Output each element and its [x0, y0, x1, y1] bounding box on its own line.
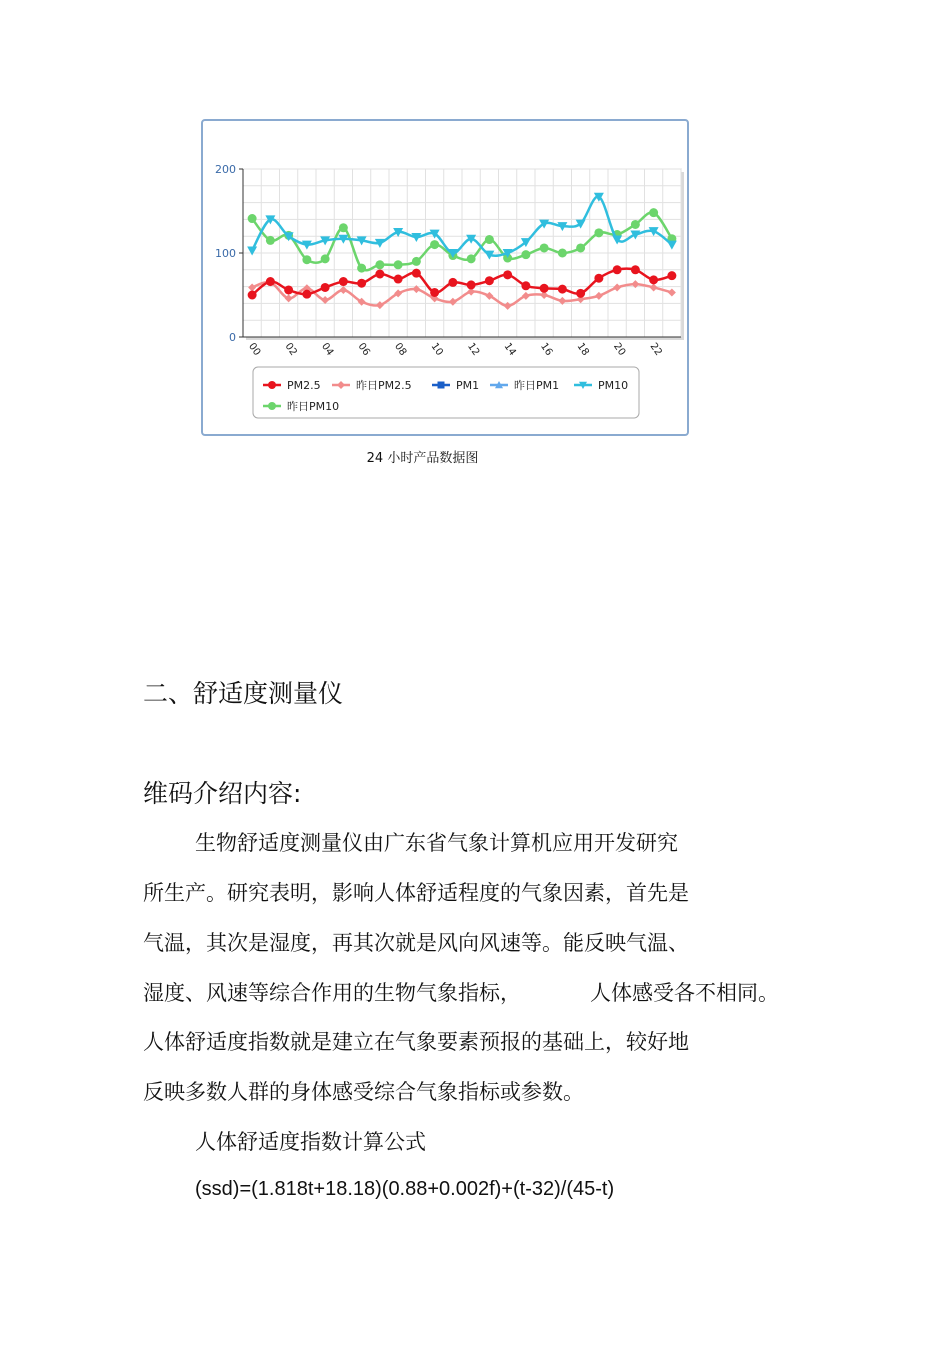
legend-label: PM2.5: [287, 379, 321, 392]
chart-frame: [201, 119, 689, 436]
data-point: [521, 281, 530, 290]
data-point: [339, 223, 348, 232]
data-point: [558, 285, 567, 294]
data-point: [394, 260, 403, 269]
chart-caption: 24 小时产品数据图: [366, 451, 479, 466]
data-point: [649, 275, 658, 284]
data-point: [302, 255, 311, 264]
x-tick-label: 16: [538, 341, 555, 358]
formula: (ssd)=(1.818t+18.18)(0.88+0.002f)+(t-32)/(45-t): [195, 1178, 615, 1200]
x-tick-label: 22: [647, 341, 664, 358]
paragraph-line: 生物舒适度测量仪由广东省气象计算机应用开发研究: [195, 831, 678, 855]
formula-heading: 人体舒适度指数计算公式: [195, 1130, 426, 1154]
legend-marker: [268, 402, 276, 410]
data-point: [321, 254, 330, 263]
legend-marker: [438, 382, 445, 389]
data-point: [266, 277, 275, 286]
x-tick-label: 18: [574, 341, 591, 358]
x-tick-label: 20: [611, 341, 628, 358]
data-point: [412, 269, 421, 278]
data-point: [284, 285, 293, 294]
data-point: [558, 249, 567, 258]
data-point: [649, 208, 658, 217]
data-point: [576, 289, 585, 298]
data-point: [667, 271, 676, 280]
legend-label: 昨日PM10: [287, 400, 340, 413]
legend-label: 昨日PM2.5: [356, 379, 412, 392]
x-tick-label: 14: [501, 341, 518, 358]
legend-label: PM10: [598, 379, 629, 392]
paragraph-line: 湿度、风速等综合作用的生物气象指标，: [143, 981, 521, 1005]
data-point: [631, 220, 640, 229]
x-tick-label: 04: [319, 341, 336, 358]
data-point: [375, 260, 384, 269]
data-point: [467, 254, 476, 263]
paragraph-line: 气温，其次是湿度，再其次就是风向风速等。能反映气温、: [143, 931, 689, 955]
data-point: [521, 250, 530, 259]
legend-label: 昨日PM1: [514, 379, 560, 392]
x-tick-label: 08: [392, 341, 409, 358]
x-tick-label: 10: [428, 341, 445, 358]
data-point: [448, 278, 457, 287]
data-point: [540, 284, 549, 293]
data-point: [248, 291, 257, 300]
data-point: [375, 270, 384, 279]
data-point: [594, 228, 603, 237]
data-point: [540, 243, 549, 252]
y-tick-label: 0: [229, 331, 236, 344]
x-tick-label: 06: [355, 341, 372, 358]
paragraph-line: 反映多数人群的身体感受综合气象指标或参数。: [143, 1080, 584, 1104]
legend-label: PM1: [456, 379, 480, 392]
data-point: [248, 214, 257, 223]
legend-marker: [268, 381, 276, 389]
data-point: [631, 265, 640, 274]
paragraph-line: 人体舒适度指数就是建立在气象要素预报的基础上，较好地: [143, 1030, 689, 1054]
data-point: [576, 243, 585, 252]
data-point: [339, 277, 348, 286]
x-tick-label: 12: [465, 341, 482, 358]
data-point: [412, 257, 421, 266]
data-point: [467, 280, 476, 289]
data-point: [266, 236, 275, 245]
data-point: [321, 283, 330, 292]
data-point: [430, 288, 439, 297]
data-point: [503, 270, 512, 279]
paragraph-line: 人体感受各不相同。: [590, 981, 779, 1005]
data-point: [485, 276, 494, 285]
data-point: [485, 235, 494, 244]
data-point: [357, 279, 366, 288]
paragraph-line: 所生产。研究表明，影响人体舒适程度的气象因素，首先是: [143, 881, 689, 905]
data-point: [613, 265, 622, 274]
data-point: [430, 240, 439, 249]
data-point: [357, 264, 366, 273]
data-point: [302, 290, 311, 299]
data-point: [594, 274, 603, 283]
x-tick-label: 02: [282, 341, 299, 358]
data-point: [394, 275, 403, 284]
y-tick-label: 100: [215, 247, 236, 260]
chart-svg: [203, 121, 687, 434]
x-tick-label: 00: [246, 341, 263, 358]
y-tick-label: 200: [215, 163, 236, 176]
section-heading: 二、舒适度测量仪: [143, 679, 344, 708]
subsection-heading: 维码介绍内容:: [143, 779, 302, 808]
